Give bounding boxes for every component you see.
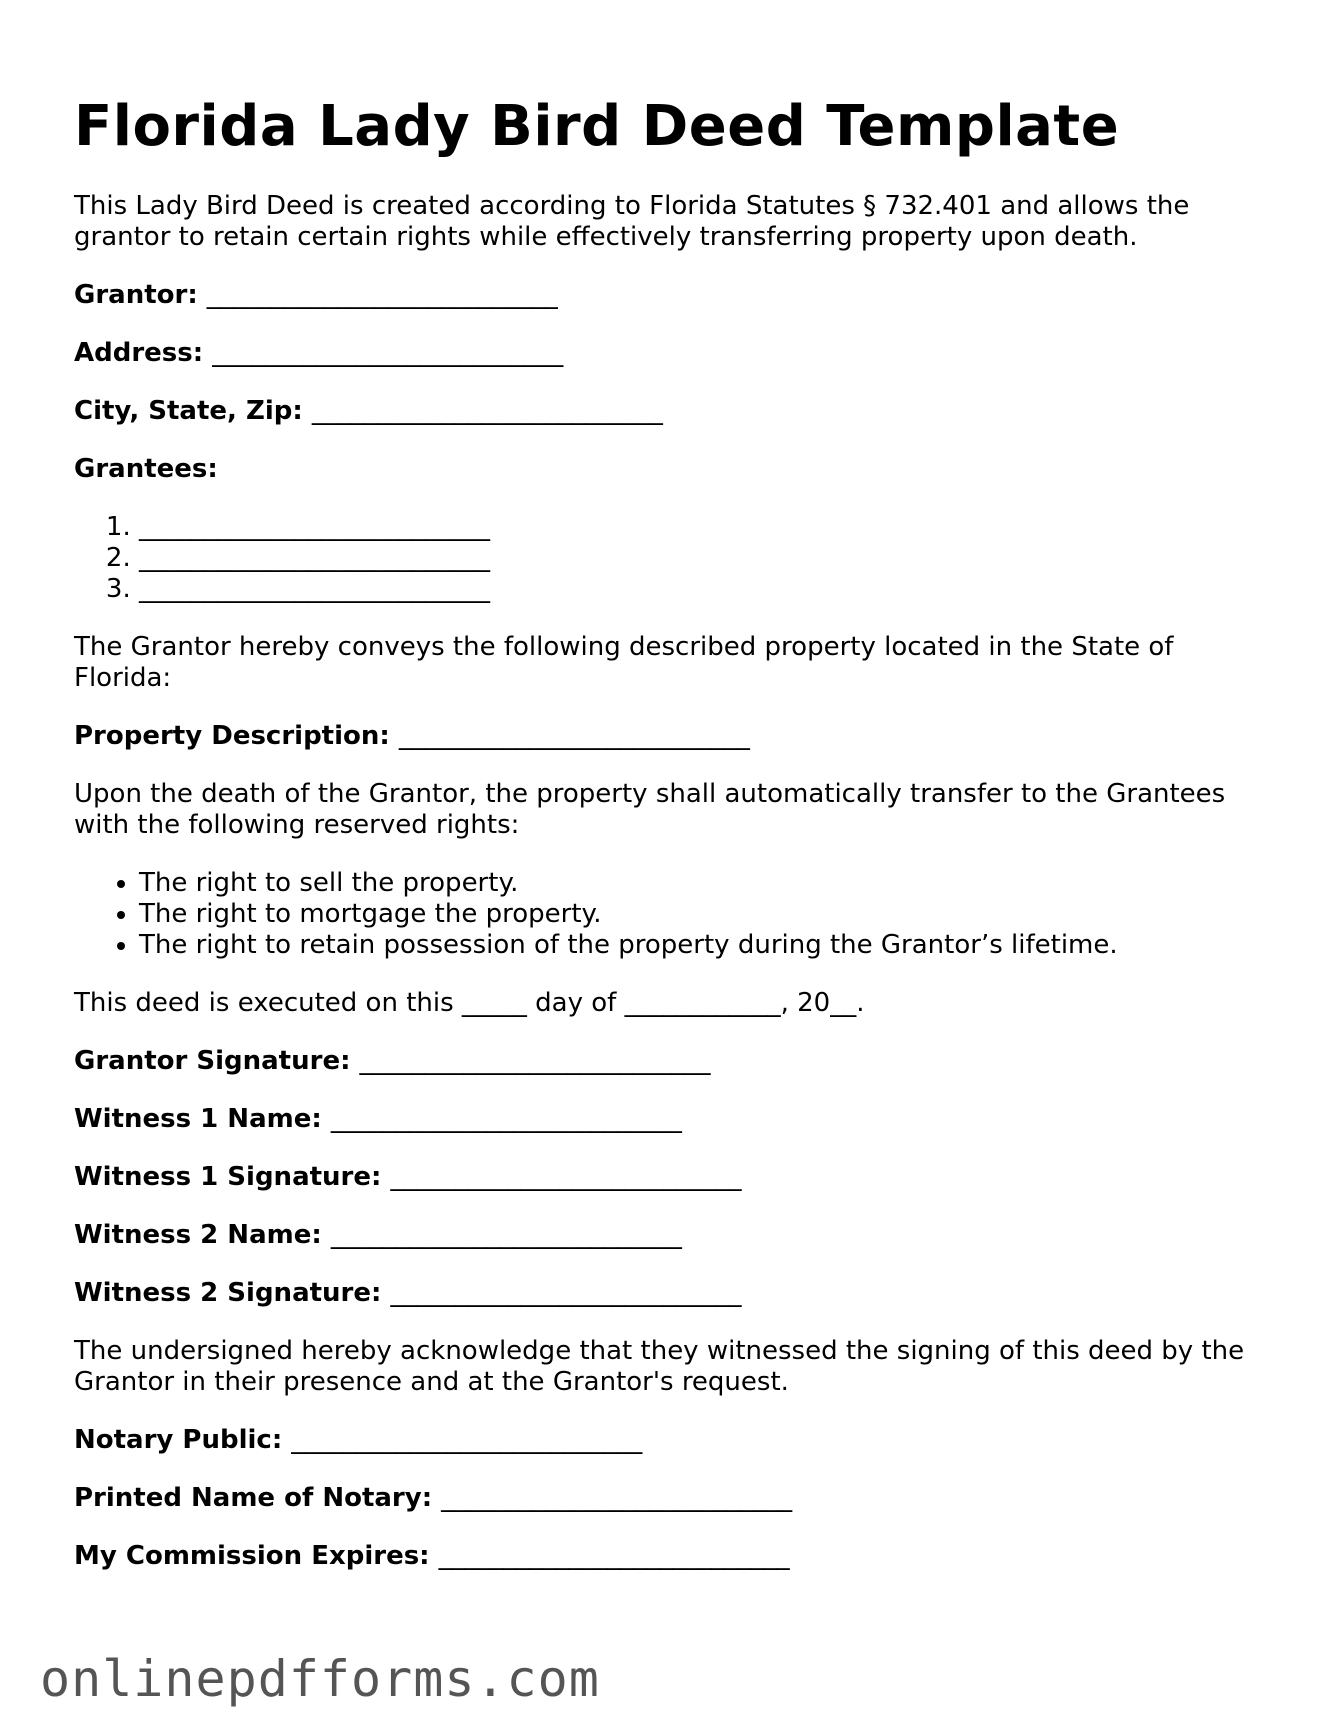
commission-expires-field <box>74 1541 1274 1572</box>
grantor-signature-label: Grantor Signature: <box>74 1046 351 1076</box>
witness-1-signature-field <box>74 1162 1274 1193</box>
watermark-logo: onlinepdfforms.com <box>40 1650 600 1708</box>
witness-1-name-label: Witness 1 Name: <box>74 1104 322 1134</box>
witness-1-name-blank[interactable]: ___________________________ <box>330 1104 682 1134</box>
grantees-label: Grantees: <box>74 454 218 484</box>
grantee-line-2[interactable]: 2. ___________________________ <box>139 543 1274 574</box>
grantor-signature-blank[interactable]: ___________________________ <box>359 1046 711 1076</box>
grantor-field <box>74 280 1274 311</box>
notary-public-field <box>74 1425 1274 1456</box>
witness-2-name-label: Witness 2 Name: <box>74 1220 322 1250</box>
execution-date-line[interactable]: This deed is executed on this _____ day of ____________, 20__. <box>74 988 865 1018</box>
witness-1-signature-blank[interactable]: ___________________________ <box>390 1162 742 1192</box>
grantee-line-1[interactable]: 1. ___________________________ <box>139 512 1274 543</box>
witness-1-signature-label: Witness 1 Signature: <box>74 1162 382 1192</box>
transfer-paragraph: Upon the death of the Grantor, the property shall automatically transfer to the Grantees with the following reserved rights: <box>74 779 1226 840</box>
page-title: Florida Lady Bird Deed Template <box>74 94 1120 159</box>
witness-1-name-field <box>74 1104 1274 1135</box>
witness-2-name-field <box>74 1220 1274 1251</box>
notary-printed-name-blank[interactable]: ___________________________ <box>441 1483 793 1513</box>
address-field <box>74 338 1274 369</box>
commission-expires-label: My Commission Expires: <box>74 1541 430 1571</box>
witness-2-signature-label: Witness 2 Signature: <box>74 1278 382 1308</box>
notary-printed-name-label: Printed Name of Notary: <box>74 1483 433 1513</box>
reserved-rights-list <box>74 868 1274 961</box>
property-description-label: Property Description: <box>74 721 390 751</box>
intro-paragraph: This Lady Bird Deed is created according to Florida Statutes § 732.401 and allows the grantor to retain certain rights while effectively transferring property upon death. <box>74 191 1190 252</box>
address-label: Address: <box>74 338 204 368</box>
witness-2-name-blank[interactable]: ___________________________ <box>330 1220 682 1250</box>
right-mortgage: • The right to mortgage the property. <box>139 899 1274 930</box>
grantor-blank[interactable]: ___________________________ <box>206 280 558 310</box>
grantees-list <box>74 512 1274 605</box>
city-state-zip-blank[interactable]: ___________________________ <box>311 396 663 426</box>
witness-2-signature-field <box>74 1278 1274 1309</box>
notary-printed-name-field <box>74 1483 1274 1514</box>
right-sell: • The right to sell the property. <box>139 868 1274 899</box>
commission-expires-blank[interactable]: ___________________________ <box>438 1541 790 1571</box>
city-state-zip-field <box>74 396 1274 427</box>
convey-paragraph: The Grantor hereby conveys the following described property located in the State of Florida: <box>74 632 1174 693</box>
document-page <box>74 92 1274 1572</box>
grantor-signature-field <box>74 1046 1274 1077</box>
property-description-blank[interactable]: ___________________________ <box>398 721 750 751</box>
right-possession: • The right to retain possession of the property during the Grantor’s lifetime. <box>139 930 1274 961</box>
address-blank[interactable]: ___________________________ <box>212 338 564 368</box>
property-description-field <box>74 721 1274 752</box>
notary-public-label: Notary Public: <box>74 1425 283 1455</box>
notary-public-blank[interactable]: ___________________________ <box>291 1425 643 1455</box>
grantee-line-3[interactable]: 3. ___________________________ <box>139 574 1274 605</box>
acknowledge-paragraph: The undersigned hereby acknowledge that they witnessed the signing of this deed by the Grantor in their presence and at the Grantor's request. <box>74 1336 1245 1397</box>
city-state-zip-label: City, State, Zip: <box>74 396 303 426</box>
witness-2-signature-blank[interactable]: ___________________________ <box>390 1278 742 1308</box>
grantor-label: Grantor: <box>74 280 198 310</box>
